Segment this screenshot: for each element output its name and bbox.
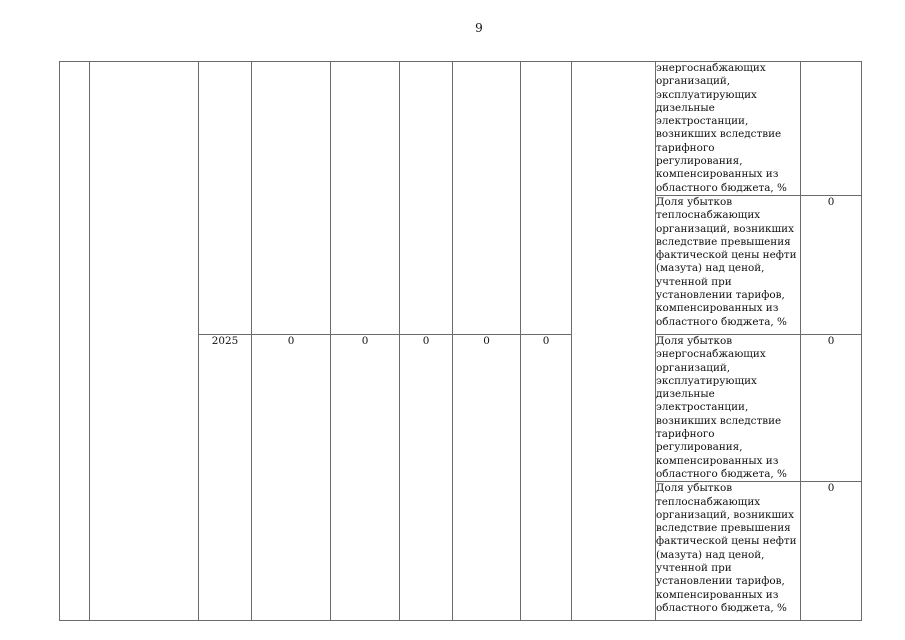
indicator-name-cell [656,62,801,196]
indicator-value-cell [801,62,862,196]
year-cell: 2025 [199,334,252,620]
value-cell [400,62,453,335]
indicator-value-cell: 0 [801,334,862,481]
name-cell [90,62,199,621]
value-cell [331,62,400,335]
page-number: 9 [475,21,483,35]
program-table [59,61,862,621]
indicator-value-cell: 0 [801,482,862,621]
indicator-text: Доля убытков теплоснабжающих организаций, возникших вследствие превышения фактической цены нефти (мазута) над ценой, учтенной при установлении тарифов, компенсированных из областного бюджета, % [656,195,797,328]
number-cell [60,62,90,621]
value-cell: 0 [453,334,521,620]
value-cell: 0 [331,334,400,620]
indicator-value-cell: 0 [801,195,862,334]
indicator-text: Доля убытков энергоснабжающих организаций, эксплуатирующих дизельные электростанции, возникших вследствие тарифного регулирования, компенсированных из областного бюджета, % [656,334,787,480]
value-cell: 0 [400,334,453,620]
indicator-text: Доля убытков теплоснабжающих организаций, возникших вследствие превышения фактической цены нефти (мазута) над ценой, учтенной при установлении тарифов, компенсированных из областного бюджета, % [656,482,797,614]
table-row [60,62,862,196]
value-cell [252,62,331,335]
value-cell: 0 [521,334,572,620]
value-cell: 0 [252,334,331,620]
indicator-name-cell [656,334,801,481]
indicator-name-cell [656,195,801,334]
indicator-name-cell [656,482,801,621]
executor-cell [572,62,656,621]
value-cell [453,62,521,335]
value-cell [521,62,572,335]
indicator-text: энергоснабжающих организаций, эксплуатирующих дизельные электростанции, возникших вследствие тарифного регулирования, компенсированных из областного бюджета, % [656,62,787,194]
year-cell [199,62,252,335]
